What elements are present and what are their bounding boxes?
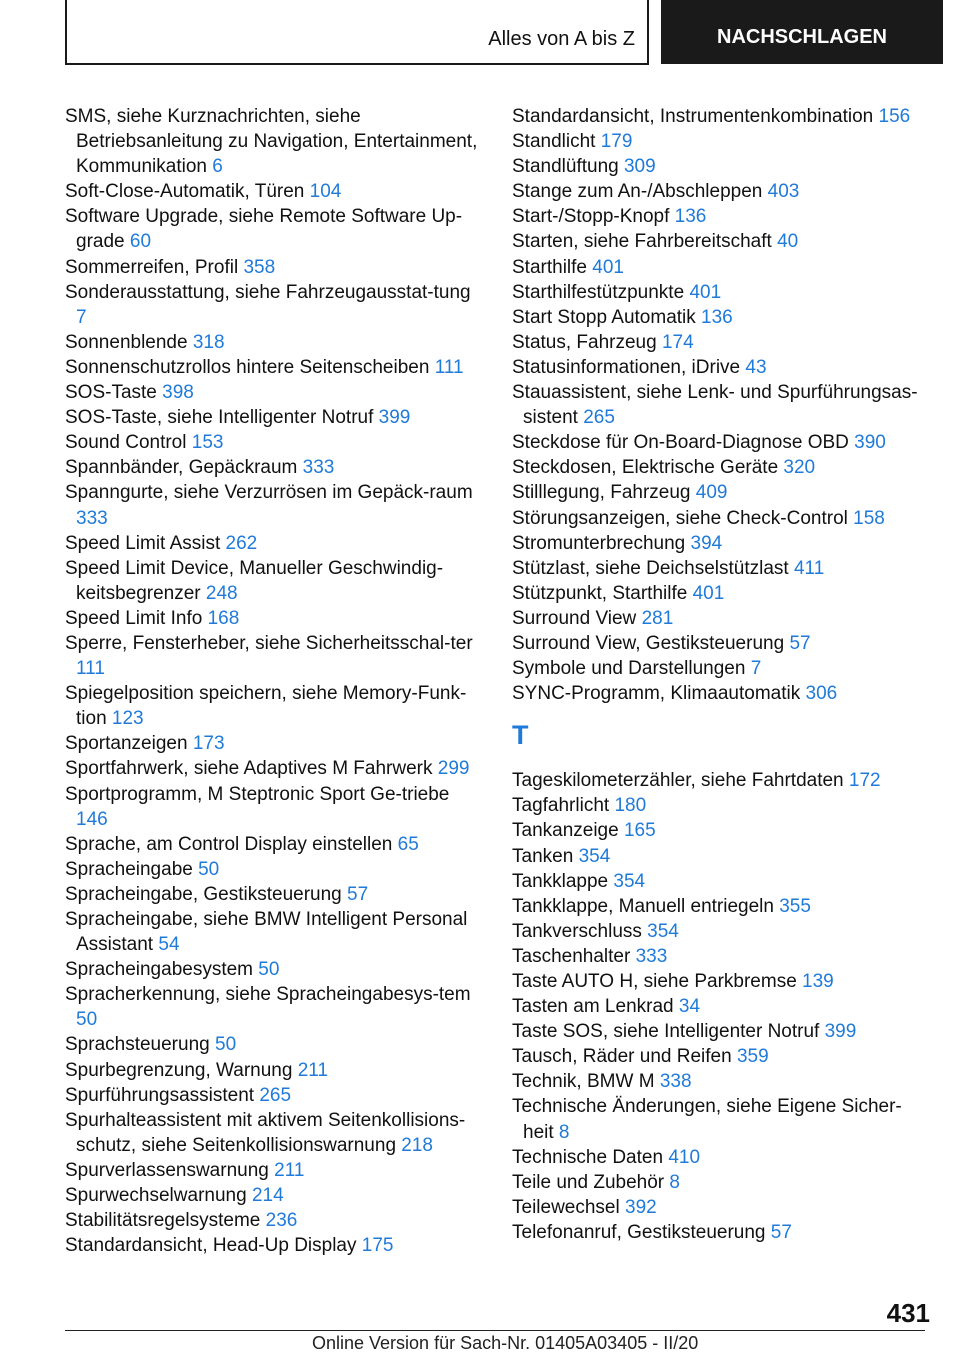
index-entry-term: Technik, BMW M [512, 1071, 655, 1093]
index-entry [512, 556, 932, 581]
index-entry-term: Stange zum An-/Abschleppen [512, 181, 763, 203]
index-entry-term: Störungsanzeigen, siehe Check-Control [512, 507, 848, 529]
index-entry-term: Standardansicht, Instrumentenkombination [512, 106, 874, 127]
index-entry [512, 506, 932, 531]
header-rule-middle [647, 0, 649, 64]
index-entry [65, 380, 485, 405]
index-entry [65, 531, 485, 556]
index-entry-page-link[interactable]: 320 [783, 457, 816, 479]
index-entry [512, 380, 932, 430]
index-entry-page-link[interactable]: 165 [623, 820, 656, 842]
index-entry-page-link[interactable]: 34 [678, 996, 701, 1018]
index-entry-page-link[interactable]: 236 [265, 1210, 298, 1232]
index-entry [512, 894, 932, 919]
index-entry-page-link[interactable]: 7 [750, 658, 762, 680]
index-entry-page-link[interactable]: 265 [583, 407, 615, 429]
index-entry-page-link[interactable]: 40 [777, 231, 799, 253]
index-entry [65, 556, 485, 606]
index-entry-page-link[interactable]: 401 [689, 281, 722, 303]
index-entry-term: Sportfahrwerk, siehe Adaptives M Fahrwerk [65, 758, 433, 780]
index-entry [512, 1145, 932, 1170]
index-entry [65, 179, 485, 204]
index-entry-page-link[interactable]: 338 [659, 1071, 692, 1093]
index-entry [512, 1220, 932, 1245]
index-entry-page-link[interactable]: 265 [259, 1084, 292, 1106]
index-entry-term: Spurführungsassistent [65, 1084, 255, 1106]
index-entry [65, 1058, 485, 1083]
index-entry-term: Tasten am Lenkrad [512, 996, 674, 1018]
index-entry [512, 355, 932, 380]
index-entry-page-link[interactable]: 111 [76, 658, 105, 680]
index-entry [512, 944, 932, 969]
index-entry [512, 154, 932, 179]
index-entry-term: Spurwechselwarnung [65, 1185, 247, 1207]
index-entry [512, 994, 932, 1019]
index-entry-page-link[interactable]: 306 [805, 683, 838, 705]
index-entry-term: Surround View [512, 607, 637, 629]
index-entry [65, 882, 485, 907]
index-entry-page-link[interactable]: 392 [625, 1196, 657, 1218]
index-entry [512, 681, 932, 706]
index-entry [65, 857, 485, 882]
index-entry [512, 480, 932, 505]
index-entry-term: Spurverlassenswarnung [65, 1159, 269, 1181]
index-entry-page-link[interactable]: 401 [692, 582, 725, 604]
section-letter-t: T [512, 720, 529, 751]
index-entry-term: Stützpunkt, Starthilfe [512, 582, 688, 604]
index-entry [512, 229, 932, 254]
index-entry [512, 768, 932, 793]
index-entry-term: Speed Limit Device, Manueller Geschwindig-keitsbegrenzer [65, 557, 444, 604]
index-entry [65, 957, 485, 982]
index-entry-term: Sommerreifen, Profil [65, 256, 239, 278]
index-entry [65, 1108, 485, 1158]
index-entry-page-link[interactable]: 50 [198, 858, 220, 880]
index-entry-page-link[interactable]: 214 [251, 1185, 284, 1207]
index-entry-page-link[interactable]: 281 [641, 607, 674, 629]
index-entry-page-link[interactable]: 156 [878, 106, 911, 127]
index-entry-page-link[interactable]: 309 [623, 156, 656, 178]
index-entry-term: Speed Limit Info [65, 607, 203, 629]
index-entry-page-link[interactable]: 54 [158, 934, 180, 956]
index-entry [512, 104, 932, 129]
index-entry [65, 480, 485, 530]
index-entry-page-link[interactable]: 136 [701, 306, 733, 328]
index-entry-term: Taste SOS, siehe Intelligenter Notruf [512, 1021, 820, 1043]
index-entry-page-link[interactable]: 65 [397, 833, 419, 855]
index-entry-page-link[interactable]: 6 [212, 156, 223, 178]
index-entry-page-link[interactable]: 354 [578, 845, 611, 867]
index-entry-page-link[interactable]: 409 [695, 482, 728, 504]
index-entry-page-link[interactable]: 355 [779, 895, 811, 917]
index-entry [65, 1032, 485, 1057]
header-chapter-label: NACHSCHLAGEN [717, 25, 887, 48]
index-entry-page-link[interactable]: 398 [162, 382, 194, 404]
index-entry-term: Steckdose für On-Board-Diagnose OBD [512, 432, 849, 454]
index-entry [65, 606, 485, 631]
index-entry-term: Tankanzeige [512, 820, 619, 842]
index-entry-term: Stilllegung, Fahrzeug [512, 482, 691, 504]
index-entry-page-link[interactable]: 175 [361, 1235, 394, 1257]
index-entry-page-link[interactable]: 174 [661, 331, 694, 353]
index-entry [512, 631, 932, 656]
index-entry [512, 919, 932, 944]
index-entry [65, 1233, 485, 1258]
index-entry-term: Starthilfestützpunkte [512, 281, 685, 303]
index-entry-page-link[interactable]: 172 [848, 770, 881, 792]
index-entry-page-link[interactable]: 248 [205, 582, 238, 604]
index-entry-term: Spiegelposition speichern, siehe Memory-Funk-tion [65, 683, 467, 730]
index-entry-term: Statusinformationen, iDrive [512, 356, 741, 378]
header-section-title: Alles von A bis Z [488, 28, 635, 50]
index-entry-term: Teile und Zubehör [512, 1171, 665, 1193]
index-entry [65, 255, 485, 280]
index-entry-page-link[interactable]: 410 [668, 1146, 701, 1168]
index-entry-term: Starthilfe [512, 256, 587, 278]
index-entry-term: SMS, siehe Kurznachrichten, siehe Betriebsanleitung zu Navigation, Entertainment, Kommunikation [65, 106, 478, 178]
index-entry [512, 818, 932, 843]
index-entry [65, 907, 485, 957]
index-entry [512, 581, 932, 606]
index-entry [65, 1183, 485, 1208]
header-rule-left [65, 0, 67, 64]
index-entry [65, 430, 485, 455]
header-rule-bottom [65, 63, 649, 65]
index-entry-page-link[interactable]: 358 [243, 256, 276, 278]
index-entry-page-link[interactable]: 180 [614, 795, 647, 817]
index-entry-term: Tageskilometerzähler, siehe Fahrtdaten [512, 770, 844, 792]
index-entry-term: Tanken [512, 845, 574, 867]
index-entry [65, 1083, 485, 1108]
index-entry-term: Soft-Close-Automatik, Türen [65, 181, 305, 203]
index-entry-term: Tankklappe [512, 870, 609, 892]
index-entry-page-link[interactable]: 333 [302, 457, 335, 479]
index-column-left [65, 104, 485, 1258]
index-entry-page-link[interactable]: 7 [76, 306, 87, 328]
index-entry-page-link[interactable]: 318 [192, 331, 225, 353]
footer-text: Online Version für Sach-Nr. 01405A03405 - II/20 [312, 1333, 699, 1353]
index-entry-page-link[interactable]: 50 [76, 1009, 98, 1031]
index-entry-page-link[interactable]: 8 [669, 1171, 680, 1193]
index-entry-term: Spracheingabesystem [65, 959, 253, 981]
index-entry [512, 255, 932, 280]
index-entry-term: Spurbegrenzung, Warnung [65, 1059, 293, 1081]
index-entry [512, 656, 932, 681]
index-entry-page-link[interactable]: 399 [378, 407, 411, 429]
index-entry-term: Tankklappe, Manuell entriegeln [512, 895, 774, 917]
index-entry [512, 1069, 932, 1094]
index-entry [512, 531, 932, 556]
index-entry-page-link[interactable]: 57 [789, 632, 811, 654]
index-entry-term: Sonnenschutzrollos hintere Seitenscheiben [65, 356, 430, 378]
index-entry-page-link[interactable]: 168 [207, 607, 240, 629]
index-entry [65, 756, 485, 781]
index-entry [65, 982, 485, 1032]
index-entry-page-link[interactable]: 218 [401, 1134, 433, 1156]
page-number: 431 [886, 1298, 930, 1328]
index-entry [512, 330, 932, 355]
index-entry-term: Start Stopp Automatik [512, 306, 696, 328]
index-entry [65, 280, 485, 330]
index-entry [65, 1158, 485, 1183]
index-entry-page-link[interactable]: 354 [613, 870, 646, 892]
index-entry-term: Tausch, Räder und Reifen [512, 1046, 732, 1068]
index-entry [512, 869, 932, 894]
index-entry-term: Stützlast, siehe Deichselstützlast [512, 557, 789, 579]
index-entry [512, 1094, 932, 1144]
index-entry-page-link[interactable]: 399 [824, 1021, 857, 1043]
index-entry-page-link[interactable]: 333 [76, 507, 108, 529]
index-entry-page-link[interactable]: 43 [745, 356, 767, 378]
index-entry-term: Taschenhalter [512, 945, 631, 967]
index-entry-term: Spurhalteassistent mit aktivem Seitenkollisions-schutz, siehe Seitenkollisionswarnung [65, 1109, 466, 1156]
index-column-right [512, 104, 932, 1245]
index-entry-term: Starten, siehe Fahrbereitschaft [512, 231, 772, 253]
index-entry-term: Sprache, am Control Display einstellen [65, 833, 393, 855]
index-entry-term: Steckdosen, Elektrische Geräte [512, 457, 779, 479]
index-entry-page-link[interactable]: 211 [297, 1059, 329, 1081]
index-entry-page-link[interactable]: 401 [592, 256, 624, 278]
index-entry [512, 969, 932, 994]
index-entry-term: Speed Limit Assist [65, 532, 221, 554]
index-entry [512, 455, 932, 480]
index-entry-term: Standardansicht, Head-Up Display [65, 1235, 357, 1257]
index-entry-term: Stauassistent, siehe Lenk- und Spurführungsas-sistent [512, 382, 918, 429]
index-entry-page-link[interactable]: 111 [434, 356, 464, 378]
index-entry-page-link[interactable]: 8 [558, 1121, 570, 1143]
index-entry-page-link[interactable]: 146 [76, 808, 108, 830]
index-entry-page-link[interactable]: 50 [258, 959, 280, 981]
index-entry-page-link[interactable]: 333 [635, 945, 668, 967]
index-entry-page-link[interactable]: 60 [129, 231, 152, 253]
index-entry-term: Software Upgrade, siehe Remote Software Up-grade [65, 206, 463, 253]
index-entry [65, 681, 485, 731]
index-entry-page-link[interactable]: 262 [225, 532, 258, 554]
index-entry-page-link[interactable]: 139 [802, 971, 834, 992]
index-entry-term: Teilewechsel [512, 1196, 620, 1218]
index-entry [512, 1195, 932, 1220]
index-entry-term: Sound Control [65, 432, 187, 454]
index-entry-page-link[interactable]: 179 [600, 131, 633, 153]
index-entry [65, 731, 485, 756]
index-entry-term: Sonderausstattung, siehe Fahrzeugausstat-tung [65, 281, 471, 303]
index-entry-term: SOS-Taste [65, 382, 157, 404]
index-entry [65, 631, 485, 681]
index-entry [65, 405, 485, 430]
index-entry [65, 104, 485, 179]
index-entry [65, 832, 485, 857]
index-entry [512, 129, 932, 154]
index-entry [65, 1208, 485, 1233]
index-entry-term: Spannbänder, Gepäckraum [65, 457, 298, 479]
index-entry [512, 1019, 932, 1044]
index-entry-term: Standlüftung [512, 156, 619, 178]
index-entry-term: Sportprogramm, M Steptronic Sport Ge-triebe [65, 783, 450, 805]
header-chapter-tab [661, 0, 943, 64]
index-entry-term: Spracheingabe, Gestiksteuerung [65, 883, 342, 905]
index-entry [65, 782, 485, 832]
index-entry-page-link[interactable]: 211 [274, 1159, 305, 1181]
index-entry [512, 844, 932, 869]
index-entry [65, 455, 485, 480]
index-entry-term: SYNC-Programm, Klimaautomatik [512, 683, 801, 705]
index-entry-page-link[interactable]: 104 [309, 181, 342, 203]
index-entry-term: Sonnenblende [65, 331, 188, 353]
index-entry-term: Spracheingabe, siehe BMW Intelligent Personal Assistant [65, 909, 468, 956]
index-entry-page-link[interactable]: 359 [736, 1046, 769, 1068]
index-entry-page-link[interactable]: 57 [347, 883, 369, 905]
index-entry-page-link[interactable]: 394 [690, 532, 723, 554]
index-entry-page-link[interactable]: 136 [674, 206, 707, 228]
index-entry [512, 1044, 932, 1069]
index-entry-term: Symbole und Darstellungen [512, 658, 746, 680]
index-entry-term: Spanngurte, siehe Verzurrösen im Gepäck-raum [65, 482, 473, 504]
index-entry-term: Sportanzeigen [65, 733, 188, 755]
index-entry-page-link[interactable]: 390 [854, 432, 886, 454]
index-entry-page-link[interactable]: 57 [770, 1221, 792, 1243]
index-entry-term: Sperre, Fensterheber, siehe Sicherheitsschal-ter [65, 632, 473, 654]
index-entry-term: Surround View, Gestiksteuerung [512, 632, 785, 654]
index-entry-term: Tagfahrlicht [512, 795, 610, 817]
index-entry [512, 793, 932, 818]
index-entry-term: Standlicht [512, 131, 596, 153]
index-entry-term: SOS-Taste, siehe Intelligenter Notruf [65, 407, 374, 429]
index-entry-page-link[interactable]: 354 [647, 920, 679, 942]
index-entry-page-link[interactable]: 153 [191, 432, 224, 454]
index-entry-term: Telefonanruf, Gestiksteuerung [512, 1221, 766, 1243]
index-entry-page-link[interactable]: 50 [215, 1034, 237, 1056]
index-entry-term: Stabilitätsregelsysteme [65, 1210, 261, 1232]
index-entry-term: Tankverschluss [512, 920, 642, 942]
index-entry-term: Status, Fahrzeug [512, 331, 657, 353]
index-entry-term: Stromunterbrechung [512, 532, 686, 554]
index-entry-term: Sprachsteuerung [65, 1034, 210, 1056]
index-entry [512, 204, 932, 229]
index-entry [65, 204, 485, 254]
index-entry-page-link[interactable]: 173 [192, 733, 225, 755]
index-entry-page-link[interactable]: 299 [437, 758, 470, 780]
index-entry-term: Taste AUTO H, siehe Parkbremse [512, 971, 797, 992]
index-group-t [512, 768, 932, 1245]
index-entry-term: Spracheingabe [65, 858, 193, 880]
index-entry [65, 330, 485, 355]
index-entry-page-link[interactable]: 403 [767, 181, 800, 203]
index-entry [512, 305, 932, 330]
index-entry-page-link[interactable]: 123 [111, 708, 144, 730]
index-entry [512, 430, 932, 455]
index-entry-page-link[interactable]: 158 [853, 507, 885, 529]
index-entry-term: Spracherkennung, siehe Spracheingabesys-tem [65, 984, 471, 1006]
index-entry [65, 355, 485, 380]
index-entry [512, 179, 932, 204]
index-entry [512, 606, 932, 631]
index-entry [512, 280, 932, 305]
footer-rule [65, 1330, 925, 1331]
index-group-s [512, 104, 932, 706]
index-entry-term: Technische Daten [512, 1146, 664, 1168]
index-entry-page-link[interactable]: 411 [793, 557, 825, 579]
index-entry-term: Technische Änderungen, siehe Eigene Sicher-heit [512, 1096, 902, 1143]
index-entry-term: Start-/Stopp-Knopf [512, 206, 670, 228]
index-entry [512, 1170, 932, 1195]
